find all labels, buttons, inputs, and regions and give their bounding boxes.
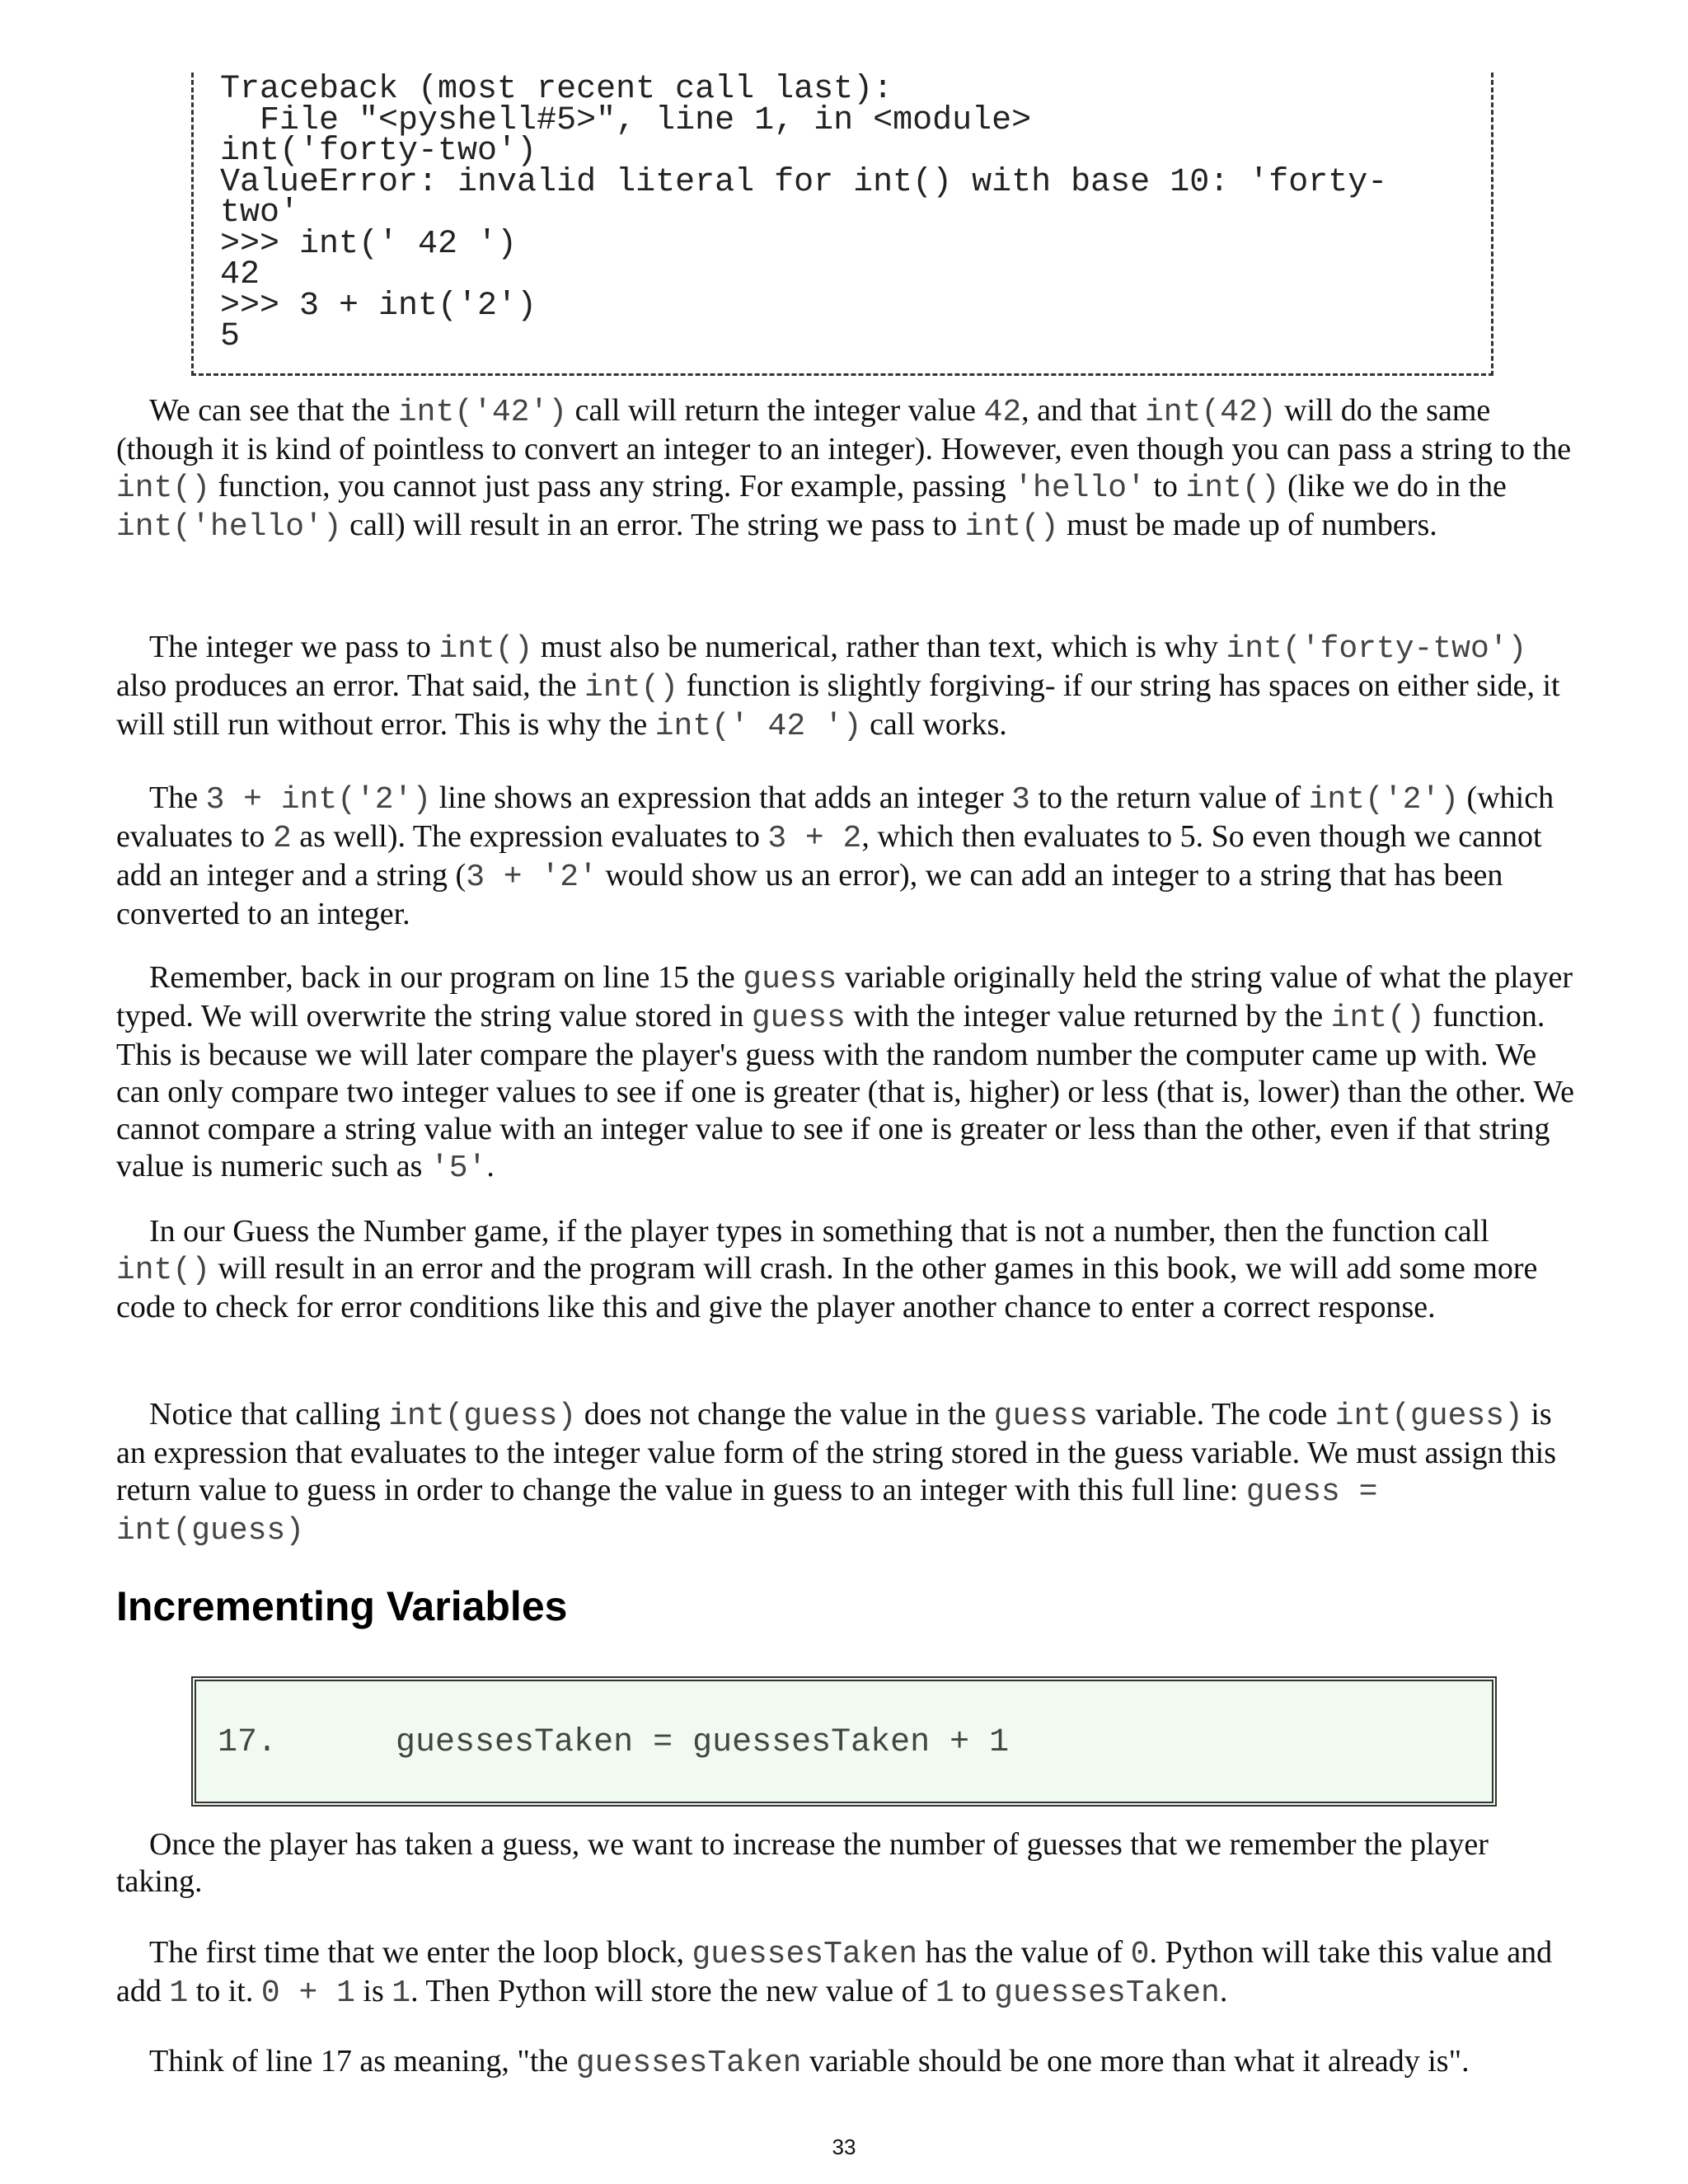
- paragraph-line-17-meaning: Think of line 17 as meaning, "the guessesTaken variable should be one more than what it already is".: [149, 2044, 1470, 2081]
- section-heading: Incrementing Variables: [116, 1583, 568, 1629]
- shell-line: two': [220, 194, 300, 232]
- paragraph-increase-guesses: Once the player has taken a guess, we want to increase the number of guesses that we remember the player taking.: [116, 1827, 1489, 1899]
- shell-output-box: [191, 73, 1493, 376]
- shell-line: ValueError: invalid literal for int() with base 10: 'forty-: [220, 163, 1388, 201]
- code-line: 17. guessesTaken = guessesTaken + 1: [218, 1724, 1010, 1761]
- paragraph-expression: The 3 + int('2') line shows an expression that adds an integer 3 to the return value of int('2') (which evaluates to 2 as well). The expression evaluates to 3 + 2, which then evaluates to 5. So even though we cannot add an integer and a string (3 + '2' would show us an error), we can add an integer to a string that has been converted to an integer.: [116, 780, 1554, 931]
- paragraph-numerical-strings: The integer we pass to int() must also be numerical, rather than text, which is why int('forty-two') also produces an error. That said, the int() function is slightly forgiving- if our string has spaces on either side, it will still run without error. This is why the int(' 42 ') call works.: [116, 630, 1560, 744]
- shell-line: Traceback (most recent call last):: [220, 71, 893, 108]
- shell-line: int('forty-two'): [220, 133, 537, 170]
- paragraph-int-conversion: We can see that the int('42') call will return the integer value 42, and that int(42) will do the same (though it is kind of pointless to convert an integer to an integer). However, even though you can pass a string to the int() function, you cannot just pass any string. For example, passing 'hello' to int() (like we do in the int('hello') call) will result in an error. The string we pass to int() must be made up of numbers.: [116, 393, 1572, 545]
- paragraph-assign-return: Notice that calling int(guess) does not change the value in the guess variable. The code int(guess) is an expression that evaluates to the integer value form of the string stored in the guess variable. We must assign this return value to guess in order to change the value in guess to an integer with this full line: guess = int(guess): [116, 1397, 1556, 1549]
- shell-line: File "<pyshell#5>", line 1, in <module>: [220, 101, 1032, 139]
- paragraph-error-conditions: In our Guess the Number game, if the player types in something that is not a number, then the function call int() will result in an error and the program will crash. In the other games in this book, we will add some more code to check for error conditions like this and give the player another chance to enter a correct response.: [116, 1214, 1538, 1324]
- code-listing-box: [191, 1676, 1497, 1807]
- shell-line: >>> 3 + int('2'): [220, 287, 537, 325]
- paragraph-guess-variable: Remember, back in our program on line 15 the guess variable originally held the string value of what the player typed. We will overwrite the string value stored in guess with the integer value returned by the int() function. This is because we will later compare the player's guess with the random number the computer came up with. We can only compare two integer values to see if one is greater (that is, higher) or less (that is, lower) than the other. We cannot compare a string value with an integer value to see if one is greater or less than the other, even if that string value is numeric such as '5'.: [116, 960, 1575, 1186]
- page-number: 33: [832, 2135, 856, 2159]
- shell-line: 42: [220, 256, 260, 293]
- shell-line: 5: [220, 318, 241, 355]
- shell-line: >>> int(' 42 '): [220, 225, 518, 263]
- paragraph-loop-block: The first time that we enter the loop block, guessesTaken has the value of 0. Python will take this value and add 1 to it. 0 + 1 is 1. Then Python will store the new value of 1 to guessesTaken.: [116, 1935, 1553, 2011]
